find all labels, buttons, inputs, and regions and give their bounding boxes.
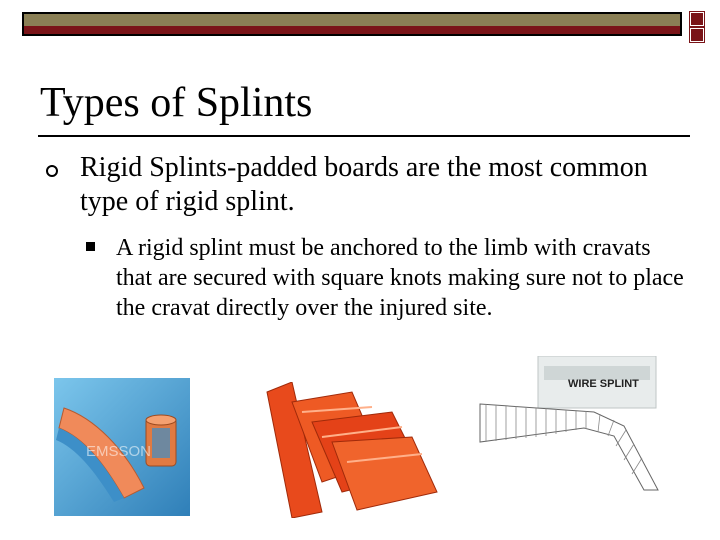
bullet-text: Rigid Splints-padded boards are the most common type of rigid splint. [80, 152, 648, 217]
header-bar [22, 12, 682, 36]
padded-board-splints-image [262, 382, 442, 518]
corner-square-top [690, 12, 704, 26]
wire-splint-label: WIRE SPLINT [568, 378, 639, 390]
corner-square-bottom [690, 28, 704, 42]
wire-splint-image [474, 356, 664, 496]
watermark-text: EMSSON [86, 443, 152, 460]
bullet-hollow-icon [46, 165, 58, 177]
bullet-square-icon [86, 242, 95, 251]
slide-title: Types of Splints [40, 80, 313, 126]
subbullet-text: A rigid splint must be anchored to the limb with cravats that are secured with square knots making sure not to place the cravat directly over the injured site. [116, 235, 684, 321]
sam-splint-image [54, 378, 190, 516]
title-divider [38, 135, 690, 137]
